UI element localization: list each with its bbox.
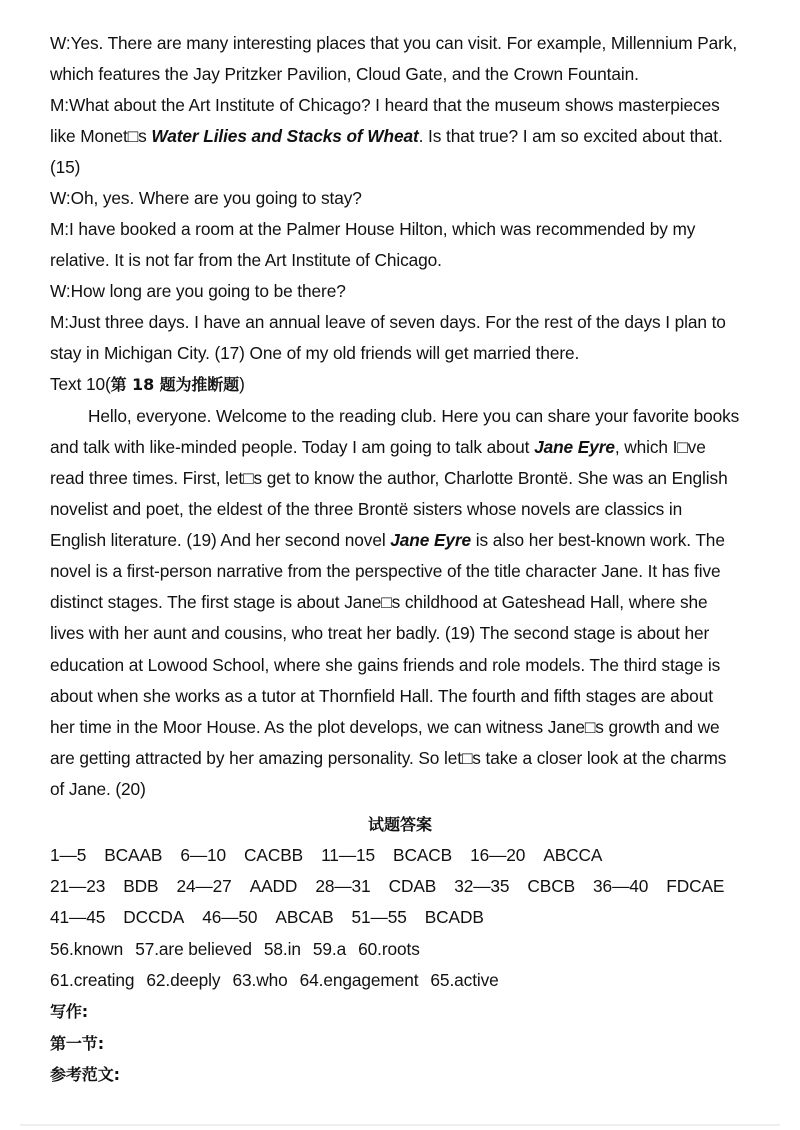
dialogue-line (50, 307, 780, 338)
answer-word: 60.roots (358, 939, 420, 959)
range-label: 32—35 (454, 876, 510, 896)
answer-row (50, 871, 780, 902)
line-text: Hello, everyone. Welcome to the reading club. Here you can share your favorite books (88, 406, 740, 426)
passage-line (50, 494, 780, 525)
line-text: M:I have booked a room at the Palmer House Hilton, which was recommended by my (50, 219, 696, 239)
line-text: like Monet□s (50, 126, 152, 146)
answer-word: 58.in (263, 939, 301, 959)
line-text: (15) (50, 157, 81, 177)
answer-row (50, 934, 780, 965)
range-label: 6—10 (180, 845, 227, 865)
book-title: Jane Eyre (534, 437, 615, 457)
line-text: , which I□ve (614, 437, 706, 457)
line-text: distinct stages. The first stage is about Jane□s childhood at Gateshead Hall, where she (50, 592, 708, 612)
line-text: about when she works as a tutor at Thornfield Hall. The fourth and fifth stages are about (50, 686, 713, 706)
answer-key: ABCCA (543, 845, 603, 865)
writing-section: 第一节: (50, 1034, 104, 1053)
answer-key: CBCB (527, 876, 576, 896)
answer-row (50, 965, 780, 996)
range-label: 11—15 (321, 845, 376, 865)
dialogue-line (50, 183, 780, 214)
passage-line (50, 743, 780, 774)
line-text: lives with her aunt and cousins, who treat her badly. (19) The second stage is about her (50, 623, 710, 643)
dialogue-line (50, 28, 780, 59)
line-text: her time in the Moor House. As the plot develops, we can witness Jane□s growth and we (50, 717, 720, 737)
line-text: . Is that true? I am so excited about that. (418, 126, 723, 146)
answer-word: 59.a (312, 939, 347, 959)
range-label: 46—50 (202, 907, 258, 927)
heading-close: ) (239, 374, 245, 394)
range-label: 1—5 (50, 845, 87, 865)
answer-key: BCADB (424, 907, 484, 927)
answer-word: 56.known (50, 939, 124, 959)
passage-line (50, 556, 780, 587)
dialogue-line (50, 245, 780, 276)
answer-word: 65.active (430, 970, 499, 990)
range-label: 36—40 (593, 876, 649, 896)
line-text: stay in Michigan City. (17) One of my old friends will get married there. (50, 343, 580, 363)
answer-word: 64.engagement (299, 970, 419, 990)
passage-line (50, 650, 780, 681)
answer-key: FDCAE (666, 876, 725, 896)
range-label: 28—31 (315, 876, 371, 896)
line-text: W:Oh, yes. Where are you going to stay? (50, 188, 362, 208)
dialogue-line (50, 59, 780, 90)
dialogue-line (50, 214, 780, 245)
line-text: is also her best-known work. The (471, 530, 725, 550)
line-text: novel is a first-person narrative from the perspective of the title character Jane. It has five (50, 561, 721, 581)
line-text: W:How long are you going to be there? (50, 281, 346, 301)
answer-word: 57.are believed (135, 939, 252, 959)
answer-key: BDB (123, 876, 159, 896)
artwork-title: Water Lilies and Stacks of Wheat (151, 126, 419, 146)
answer-key: CACBB (244, 845, 304, 865)
text10-heading (50, 369, 780, 400)
passage-line (50, 618, 780, 649)
range-label: 24—27 (176, 876, 232, 896)
line-text: and talk with like-minded people. Today I am going to talk about (50, 437, 535, 457)
line-text: M:Just three days. I have an annual leave of seven days. For the rest of the days I plan to (50, 312, 726, 332)
dialogue-line (50, 121, 780, 152)
line-text: are getting attracted by her amazing personality. So let□s take a closer look at the charms (50, 748, 727, 768)
passage-line (50, 681, 780, 712)
line-text: which features the Jay Pritzker Pavilion, Cloud Gate, and the Crown Fountain. (50, 64, 639, 84)
passage-line (50, 525, 780, 556)
passage-line (50, 712, 780, 743)
line-text: English literature. (19) And her second novel (50, 530, 391, 550)
answer-key: AADD (249, 876, 298, 896)
line-text: of Jane. (20) (50, 779, 146, 799)
passage-line (50, 432, 780, 463)
line-text: read three times. First, let□s get to know the author, Charlotte Brontë. She was an English (50, 468, 728, 488)
book-title: Jane Eyre (390, 530, 472, 550)
line-text: W:Yes. There are many interesting places that you can visit. For example, Millennium Park, (50, 33, 738, 53)
line-text: education at Lowood School, where she gains friends and role models. The third stage is (50, 655, 721, 675)
answer-word: 61.creating (50, 970, 135, 990)
dialogue-line (50, 276, 780, 307)
passage-line (88, 401, 780, 432)
answer-key: DCCDA (123, 907, 185, 927)
dialogue-line (50, 90, 780, 121)
range-label: 16—20 (470, 845, 526, 865)
sample-essay-heading: 参考范文: (50, 1065, 120, 1084)
line-text: novelist and poet, the eldest of the three Brontë sisters whose novels are classics in (50, 499, 683, 519)
answer-key: BCAAB (104, 845, 163, 865)
answer-word: 63.who (232, 970, 288, 990)
answer-key: BCACB (393, 845, 453, 865)
passage-line (50, 463, 780, 494)
page-bottom-rule (20, 1124, 780, 1126)
answers-title: 试题答案 (367, 815, 432, 834)
dialogue-line (50, 338, 780, 369)
answer-row (50, 840, 780, 871)
answer-key: CDAB (388, 876, 437, 896)
heading-note: 第 18 题为推断题 (110, 375, 240, 394)
answer-word: 62.deeply (146, 970, 221, 990)
line-text: relative. It is not far from the Art Institute of Chicago. (50, 250, 442, 270)
heading-label: Text 10( (50, 374, 111, 394)
range-label: 41—45 (50, 907, 106, 927)
passage-line (50, 587, 780, 618)
writing-heading: 写作: (50, 1002, 89, 1021)
answer-key: ABCAB (275, 907, 334, 927)
range-label: 51—55 (351, 907, 407, 927)
dialogue-line (50, 152, 780, 183)
answer-row (50, 902, 780, 933)
line-text: M:What about the Art Institute of Chicago? I heard that the museum shows masterpieces (50, 95, 720, 115)
range-label: 21—23 (50, 876, 106, 896)
passage-line (50, 774, 780, 805)
